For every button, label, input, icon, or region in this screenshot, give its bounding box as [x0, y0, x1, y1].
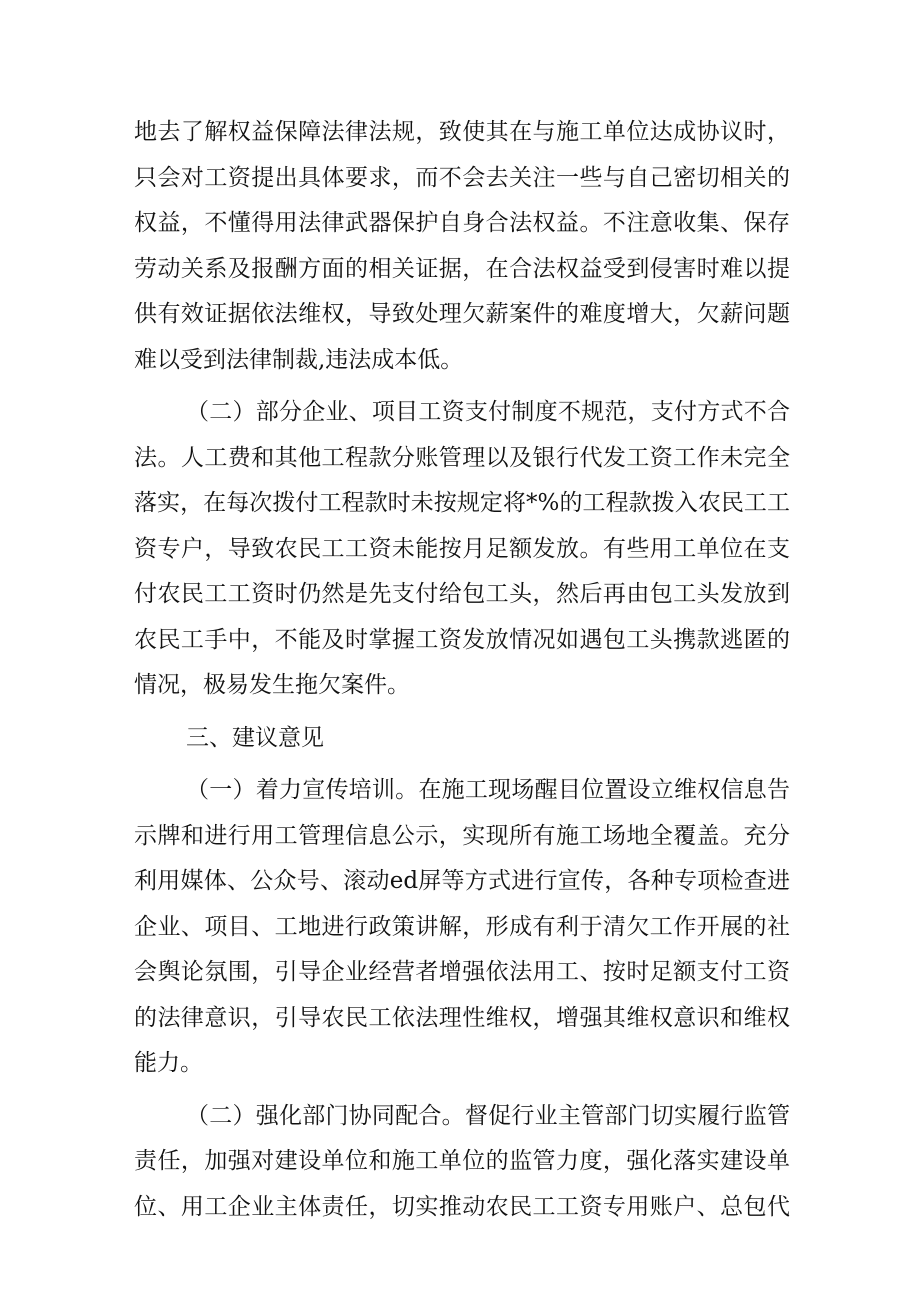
text-line: 供有效证据依法维权，导致处理欠薪案件的难度增大，欠薪问题 [134, 301, 790, 327]
text-line: 地去了解权益保障法律法规，致使其在与施工单位达成协议时， [134, 119, 790, 145]
text-line: （二）强化部门协同配合。督促行业主管部门切实履行监管 [186, 1102, 790, 1129]
text-line: 企业、项目、工地进行政策讲解，形成有利于清欠工作开展的社 [134, 913, 790, 940]
text-line: （二）部分企业、项目工资支付制度不规范，支付方式不合 [186, 399, 790, 425]
text-line: 责任，加强对建设单位和施工单位的监管力度，强化落实建设单 [134, 1148, 790, 1174]
heading-line: 三、建议意见 [186, 724, 324, 751]
text-line: 会舆论氛围，引导企业经营者增强依法用工、按时足额支付工资 [134, 959, 790, 985]
section-heading [134, 716, 790, 762]
text-line: 付农民工工资时仍然是先支付给包工头，然后再由包工头发放到 [134, 581, 790, 607]
text-line: 法。人工费和其他工程款分账管理以及银行代发工资工作未完全 [134, 444, 790, 471]
paragraph-publicity-training [134, 768, 790, 1087]
text-line: 能力。 [134, 1050, 203, 1076]
text-line: 落实，在每次拨付工程款时未按规定将*%的工程款拨入农民工工 [134, 490, 790, 516]
paragraph-rights-awareness [134, 110, 790, 383]
text-line: （一）着力宣传培训。在施工现场醒目位置设立维权信息告 [186, 777, 790, 803]
text-line: 权益，不懂得用法律武器保护自身合法权益。不注意收集、保存 [134, 210, 790, 236]
paragraph-department-coordination [134, 1094, 790, 1231]
text-line: 农民工手中，不能及时掌握工资发放情况如遇包工头携款逃匿的 [134, 626, 790, 653]
paragraph-payment-system [134, 390, 790, 709]
text-line: 的法律意识，引导农民工依法理性维权，增强其维权意识和维权 [134, 1004, 790, 1031]
text-line: 难以受到法律制裁,违法成本低。 [134, 346, 464, 373]
document-body [134, 110, 790, 1230]
text-line: 示牌和进行用工管理信息公示，实现所有施工场地全覆盖。充分 [134, 822, 790, 849]
text-line: 利用媒体、公众号、滚动ed屏等方式进行宣传，各种专项检查进 [134, 868, 790, 894]
text-line: 资专户，导致农民工工资未能按月足额发放。有些用工单位在支 [134, 535, 790, 562]
text-line: 位、用工企业主体责任，切实推动农民工工资专用账户、总包代 [134, 1193, 790, 1220]
text-line: 只会对工资提出具体要求，而不会去关注一些与自己密切相关的 [134, 164, 790, 191]
text-line: 情况，极易发生拖欠案件。 [134, 672, 410, 698]
text-line: 劳动关系及报酬方面的相关证据，在合法权益受到侵害时难以提 [134, 255, 790, 282]
